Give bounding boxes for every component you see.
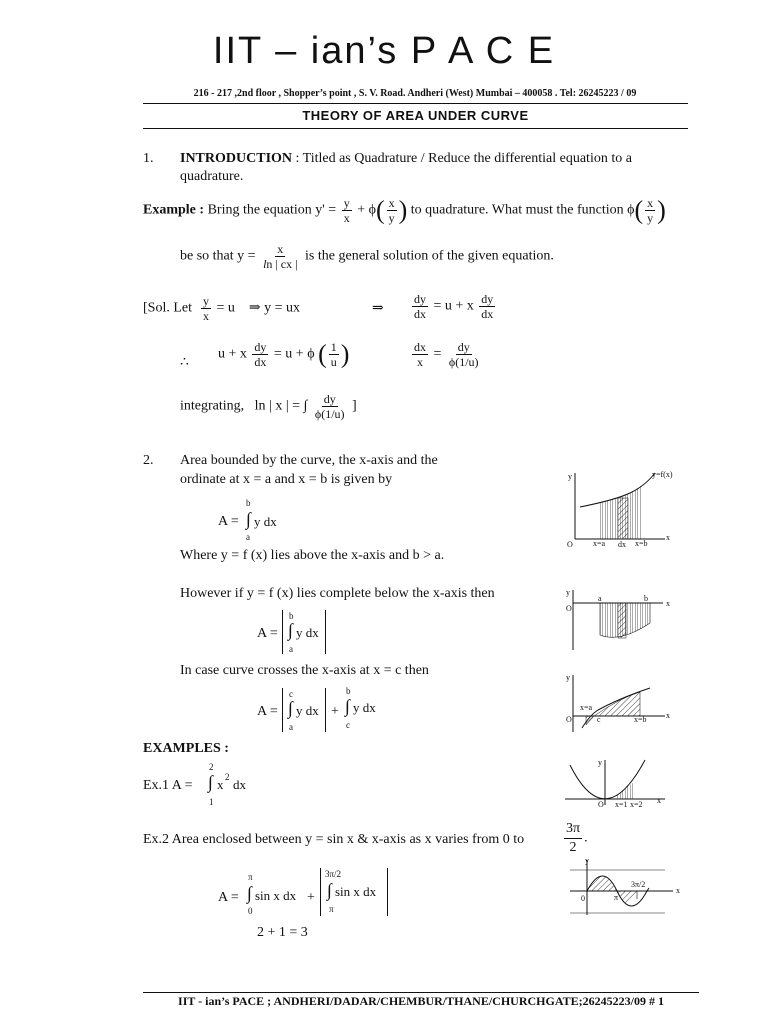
section-heading: THEORY OF AREA UNDER CURVE [302,108,529,123]
ex1-label: Ex.1 A = [143,778,193,793]
section2-line2: ordinate at x = a and x = b is given by [180,472,393,487]
solution-dydx: $\frac{dy}{dx}$ = u + x $\frac{dy}{dx}$ [414,292,494,321]
intro-line [180,151,632,167]
figure-area-below-axis [560,585,680,655]
solution-let: [Sol. Let [143,300,192,316]
section2-crosses: In case curve crosses the x-axis at x = c then [180,663,429,678]
address-line: 216 - 217 ,2nd floor , Shopper’s point , S. V. Road. Andheri (West) Mumbai – 400058 . Tel: 26245223 / 09 [193,88,637,99]
solution-line-2: u + x $\frac{dy}{dx}$ = u + ϕ ( $\frac{1}{u}$ ) [218,339,350,369]
svg-text:x: x [676,886,680,895]
svg-text:x=b: x=b [635,539,648,548]
svg-text:x=a: x=a [593,539,606,548]
svg-text:x: x [666,711,670,720]
svg-text:y: y [568,472,572,481]
svg-text:x: x [657,796,661,805]
svg-text:dx: dx [618,540,626,549]
example-part2: to quadrature. What must the function [410,202,624,218]
header-rule-bottom [143,128,688,129]
svg-text:c: c [597,715,601,724]
svg-text:x: x [666,599,670,608]
svg-text:x=b: x=b [634,715,647,724]
svg-text:y: y [566,588,570,597]
svg-text:y: y [585,856,589,865]
intro-text-2: quadrature. [180,169,244,184]
example-part1: Bring the equation y' = [207,202,337,218]
example-label: Example : [143,202,205,218]
solution-equals: = [433,346,442,362]
examples-heading: EXAMPLES : [143,741,229,756]
solution-eq-u: = u [216,300,235,316]
section2-line1: Area bounded by the curve, the x-axis and the [180,453,438,468]
solution-equ-phi: = u + ϕ [273,346,315,362]
intro-text: : Titled as Quadrature / Reduce the differential equation to a [295,151,632,166]
solution-uplusx: u + x [218,346,247,362]
svg-text:x=a: x=a [580,703,593,712]
solution-eq-yux: ⇒ y = ux [248,300,301,316]
page-title: IIT – ian’s P A C E [212,30,556,72]
ex2-result: 2 + 1 = 3 [257,925,308,940]
solution-close: ] [352,398,357,414]
svg-text:O: O [598,800,604,809]
figure-sine [565,855,685,920]
figure-area-crossing [560,670,680,740]
solution-eq-uplus: = u + x [433,298,474,314]
footer-rule [143,992,699,993]
svg-text:y: y [566,673,570,682]
section2-number: 2. [143,453,154,468]
svg-text:O: O [566,715,572,724]
figure-parabola [560,755,680,815]
svg-text:y=f(x): y=f(x) [652,470,673,479]
svg-text:x=2: x=2 [630,800,643,809]
svg-text:x=1: x=1 [615,800,628,809]
page-footer: IIT - ian’s PACE ; ANDHERI/DADAR/CHEMBUR/THANE/CHURCHGATE;26245223/09 # 1 [178,994,664,1008]
example-line2a: be so that y = [180,248,256,264]
svg-text:3π/2: 3π/2 [631,880,646,889]
intro-number: 1. [143,151,154,166]
intro-label: INTRODUCTION [180,151,293,166]
svg-text:O: O [567,540,573,549]
svg-text:y: y [598,758,602,767]
svg-text:0: 0 [581,894,585,903]
solution-ln: ln | x | = ∫ [254,398,308,414]
section2-where: Where y = f (x) lies above the x-axis and b > a. [180,548,445,563]
ex2-upper-limit: $\frac{3\pi}{2}$ . [566,821,588,855]
solution-line-3: integrating, ln | x | = ∫ $\frac{dy}{\phi(1/u)}$ ] [180,392,357,421]
figure-area-above-axis [560,465,680,555]
example-line2b: is the general solution of the given equation. [305,248,554,264]
solution-integrating: integrating, [180,398,245,414]
solution-line-1: [Sol. Let $\frac{y}{x}$ = u ⇒ y = ux [143,294,301,323]
ex2-text: Ex.2 Area enclosed between y = sin x & x-axis as x varies from 0 to [143,832,525,847]
solution-arrow: ⇒ [372,301,384,316]
svg-text:x: x [666,533,670,542]
header-rule-top [143,103,688,104]
svg-text:b: b [644,594,648,603]
example-line: Example : Bring the equation y' = $\frac{y}{x}$ + ϕ( $\frac{x}{y}$ ) to quadrature. What must the function ϕ( $\frac{x}{y}$ ) [143,195,666,225]
svg-text:π: π [614,893,619,902]
solution-line-2b: $\frac{dx}{x}$ = $\frac{dy}{\phi(1/u)}$ [414,340,479,369]
section2-however: However if y = f (x) lies complete below the x-axis then [180,586,495,601]
svg-text:O: O [566,604,572,613]
example-line-2: be so that y = $\frac{x}{\ln | cx |}$ is the general solution of the given equation. [180,242,554,271]
svg-text:a: a [598,594,602,603]
therefore-symbol: ∴ [180,355,189,370]
